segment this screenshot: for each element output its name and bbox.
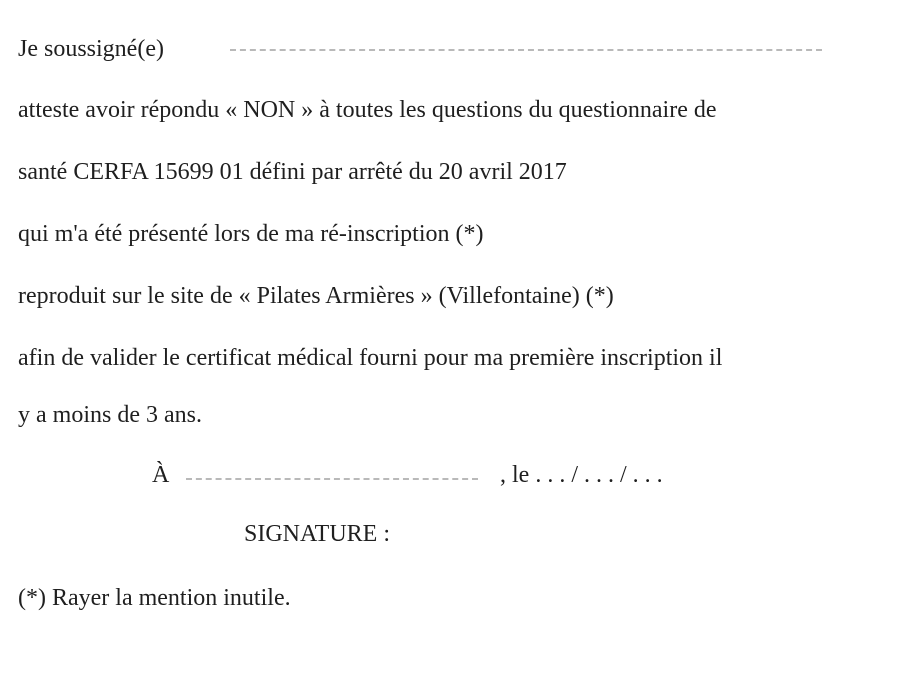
place-prefix: À (152, 462, 170, 488)
line-soussigne (18, 37, 164, 61)
signature-label: SIGNATURE : (244, 521, 391, 547)
line-atteste: atteste avoir répondu « NON » à toutes les questions du questionnaire de (18, 97, 717, 123)
line-reproduit: reproduit sur le site de « Pilates Armières » (Villefontaine) (*) (18, 283, 614, 309)
name-fill-line (230, 49, 822, 51)
soussigne-label: Je soussigné(e) (18, 36, 164, 62)
place-fill-line (186, 478, 478, 480)
line-certificat: afin de valider le certificat médical fourni pour ma première inscription il (18, 345, 723, 371)
line-moins-3-ans: y a moins de 3 ans. (18, 402, 202, 428)
line-cerfa: santé CERFA 15699 01 défini par arrêté du 20 avril 2017 (18, 159, 567, 185)
line-presente: qui m'a été présenté lors de ma ré-inscription (*) (18, 221, 484, 247)
date-line: , le . . . / . . . / . . . (500, 462, 663, 488)
footnote: (*) Rayer la mention inutile. (18, 585, 291, 611)
